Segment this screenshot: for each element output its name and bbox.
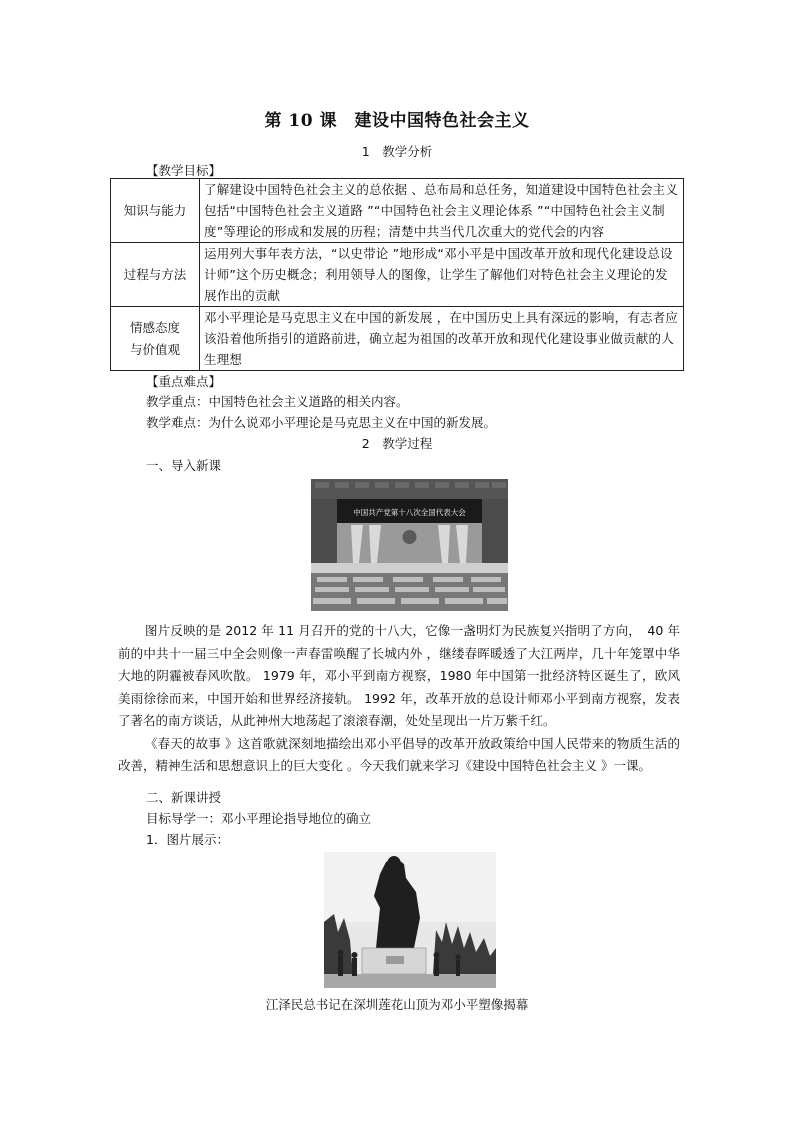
congress-hall-image — [311, 479, 508, 611]
objective-content: 了解建设中国特色社会主义的总依据 、总布局和总任务，知道建设中国特色社会主义包括“中国特色社会主义道路 ”“中国特色社会主义理论体系 ”“中国特色社会主义制度”等理论的形成和发展的历程；清楚中共当代几次重大的党代会的内容 — [200, 179, 684, 243]
statue-photo-caption: 江泽民总书记在深圳莲花山顶为邓小平塑像揭幕 — [265, 997, 529, 1012]
part-heading-intro: 一、导入新课 — [146, 458, 222, 473]
intro-paragraph-2: 《春天的故事 》这首歌就深刻地描绘出邓小平倡导的改革开放政策给中国人民带来的物质生活的改善，精神生活和思想意识上的巨大变化 。今天我们就来学习《建设中国特色社会主义 》一课。 — [118, 735, 680, 773]
objectives-heading: 【教学目标】 — [146, 163, 222, 178]
table-row — [111, 243, 684, 307]
statue-image — [324, 852, 496, 988]
intro-paragraph-1: 图片反映的是 2012 年 11 月召开的党的十八大，它像一盏明灯为民族复兴指明了方向， 40 年前的中共十一届三中全会则像一声春雷唤醒了长城内外 ，继缕春晖暖透了大江两岸，几十年笼罩中华大地的阴霾被春风吹散。 1979 年，邓小平到南方视察，1980 年中国第一批经济特区诞生了，欧风美雨徐徐而来，中国开始和世界经济接轨。 1992 年，改革开放的总设计师邓小平到南方视察，发表了著名的南方谈话，从此神州大地荡起了滚滚春潮，处处呈现出一片万紫千红。 — [118, 623, 680, 728]
section-heading-process: 2 教学过程 — [361, 436, 433, 451]
objective-content: 运用列大事年表方法，“以史带论 ”地形成“邓小平是中国改革开放和现代化建设总设计师”这个历史概念；利用领导人的图像，让学生了解他们对特色社会主义理论的发展作出的贡献 — [200, 243, 684, 307]
objectives-table — [110, 178, 684, 371]
part-heading-new-lesson: 二、新课讲授 — [146, 790, 222, 805]
congress-banner-text: 中国共产党第十八次全国代表大会 — [353, 508, 466, 517]
objective-label-line: 情感态度 — [129, 319, 180, 335]
keypoints-heading: 【重点难点】 — [146, 374, 222, 389]
objective-label — [111, 307, 200, 371]
congress-hall-photo — [311, 479, 508, 611]
objective-label: 知识与能力 — [111, 179, 200, 243]
key-point: 教学重点：中国特色社会主义道路的相关内容。 — [146, 394, 409, 409]
objective-content: 邓小平理论是马克思主义在中国的新发展 ，在中国历史上具有深远的影响，有志者应该沿着他所指引的道路前进，确立起为祖国的改革开放和现代化建设事业做贡献的人生理想 — [200, 307, 684, 371]
goal-heading-1: 目标导学一：邓小平理论指导地位的确立 — [146, 811, 372, 826]
table-row — [111, 179, 684, 243]
lesson-title: 第 10 课 建设中国特色社会主义 — [264, 111, 530, 131]
statue-unveiling-photo — [324, 852, 496, 988]
item-heading-1: 1．图片展示： — [146, 832, 229, 847]
section-heading-analysis: 1 教学分析 — [361, 144, 433, 159]
objective-label-line: 与价值观 — [129, 341, 180, 357]
objective-label: 过程与方法 — [111, 243, 200, 307]
intro-paragraphs — [118, 620, 680, 778]
table-row — [111, 307, 684, 371]
difficult-point: 教学难点：为什么说邓小平理论是马克思主义在中国的新发展。 — [146, 415, 497, 430]
